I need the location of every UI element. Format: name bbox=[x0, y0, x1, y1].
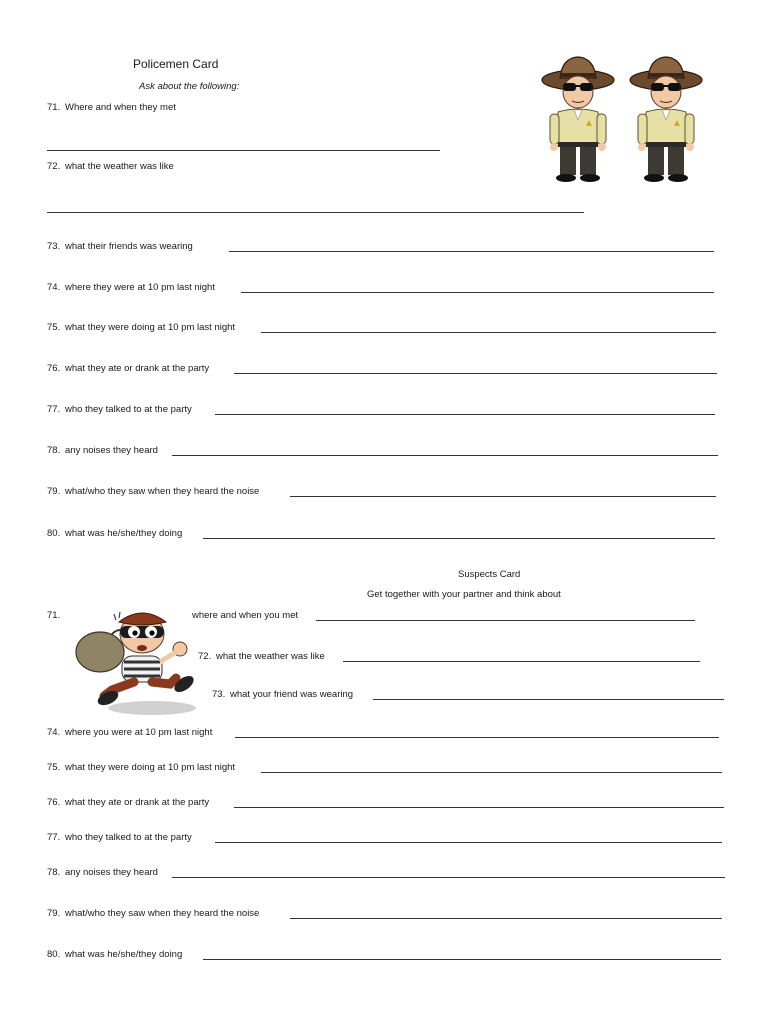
suspects-card-subtitle: Get together with your partner and think about bbox=[367, 589, 561, 600]
answer-line[interactable] bbox=[234, 373, 717, 374]
suspects-question-75: 75. what they were doing at 10 pm last night bbox=[47, 762, 236, 773]
suspects-question-80: 80. what was he/she/they doing bbox=[47, 949, 183, 960]
answer-line[interactable] bbox=[290, 918, 722, 919]
police-question-76: 76. what they ate or drank at the party bbox=[47, 363, 210, 374]
answer-line[interactable] bbox=[47, 150, 440, 151]
police-question-77: 77. who they talked to at the party bbox=[47, 404, 192, 415]
answer-line[interactable] bbox=[261, 332, 716, 333]
answer-line[interactable] bbox=[343, 661, 700, 662]
answer-line[interactable] bbox=[373, 699, 724, 700]
suspects-question-77: 77. who they talked to at the party bbox=[47, 832, 192, 843]
answer-line[interactable] bbox=[229, 251, 714, 252]
answer-line[interactable] bbox=[235, 737, 719, 738]
police-question-72: 72. what the weather was like bbox=[47, 161, 174, 172]
police-question-80: 80. what was he/she/they doing bbox=[47, 528, 183, 539]
answer-line[interactable] bbox=[172, 455, 718, 456]
answer-line[interactable] bbox=[47, 212, 584, 213]
policemen-card-subtitle: Ask about the following: bbox=[139, 81, 240, 92]
police-question-74: 74. where they were at 10 pm last night bbox=[47, 282, 215, 293]
answer-line[interactable] bbox=[290, 496, 716, 497]
suspects-question-71: where and when you met bbox=[192, 610, 299, 621]
answer-line[interactable] bbox=[203, 538, 715, 539]
suspects-card-title: Suspects Card bbox=[458, 569, 521, 580]
police-question-75: 75. what they were doing at 10 pm last night bbox=[47, 322, 236, 333]
answer-line[interactable] bbox=[234, 807, 724, 808]
policeman-icon bbox=[540, 54, 616, 184]
answer-line[interactable] bbox=[215, 414, 715, 415]
police-question-71: 71. Where and when they met bbox=[47, 102, 176, 113]
suspects-question-72: 72. what the weather was like bbox=[198, 651, 325, 662]
suspects-question-79: 79. what/who they saw when they heard the noise bbox=[47, 908, 260, 919]
answer-line[interactable] bbox=[261, 772, 722, 773]
police-question-79: 79. what/who they saw when they heard the noise bbox=[47, 486, 260, 497]
answer-line[interactable] bbox=[172, 877, 725, 878]
policemen-card-title: Policemen Card bbox=[133, 57, 219, 71]
suspects-question-71-number: 71. bbox=[47, 610, 61, 621]
answer-line[interactable] bbox=[215, 842, 722, 843]
answer-line[interactable] bbox=[203, 959, 721, 960]
policeman-icon bbox=[628, 54, 704, 184]
answer-line[interactable] bbox=[241, 292, 714, 293]
suspects-question-78: 78. any noises they heard bbox=[47, 867, 158, 878]
police-question-73: 73. what their friends was wearing bbox=[47, 241, 193, 252]
suspects-question-76: 76. what they ate or drank at the party bbox=[47, 797, 210, 808]
suspects-question-73: 73. what your friend was wearing bbox=[212, 689, 354, 700]
answer-line[interactable] bbox=[316, 620, 695, 621]
police-question-78: 78. any noises they heard bbox=[47, 445, 158, 456]
suspects-question-74: 74. where you were at 10 pm last night bbox=[47, 727, 213, 738]
robber-icon bbox=[72, 604, 204, 718]
